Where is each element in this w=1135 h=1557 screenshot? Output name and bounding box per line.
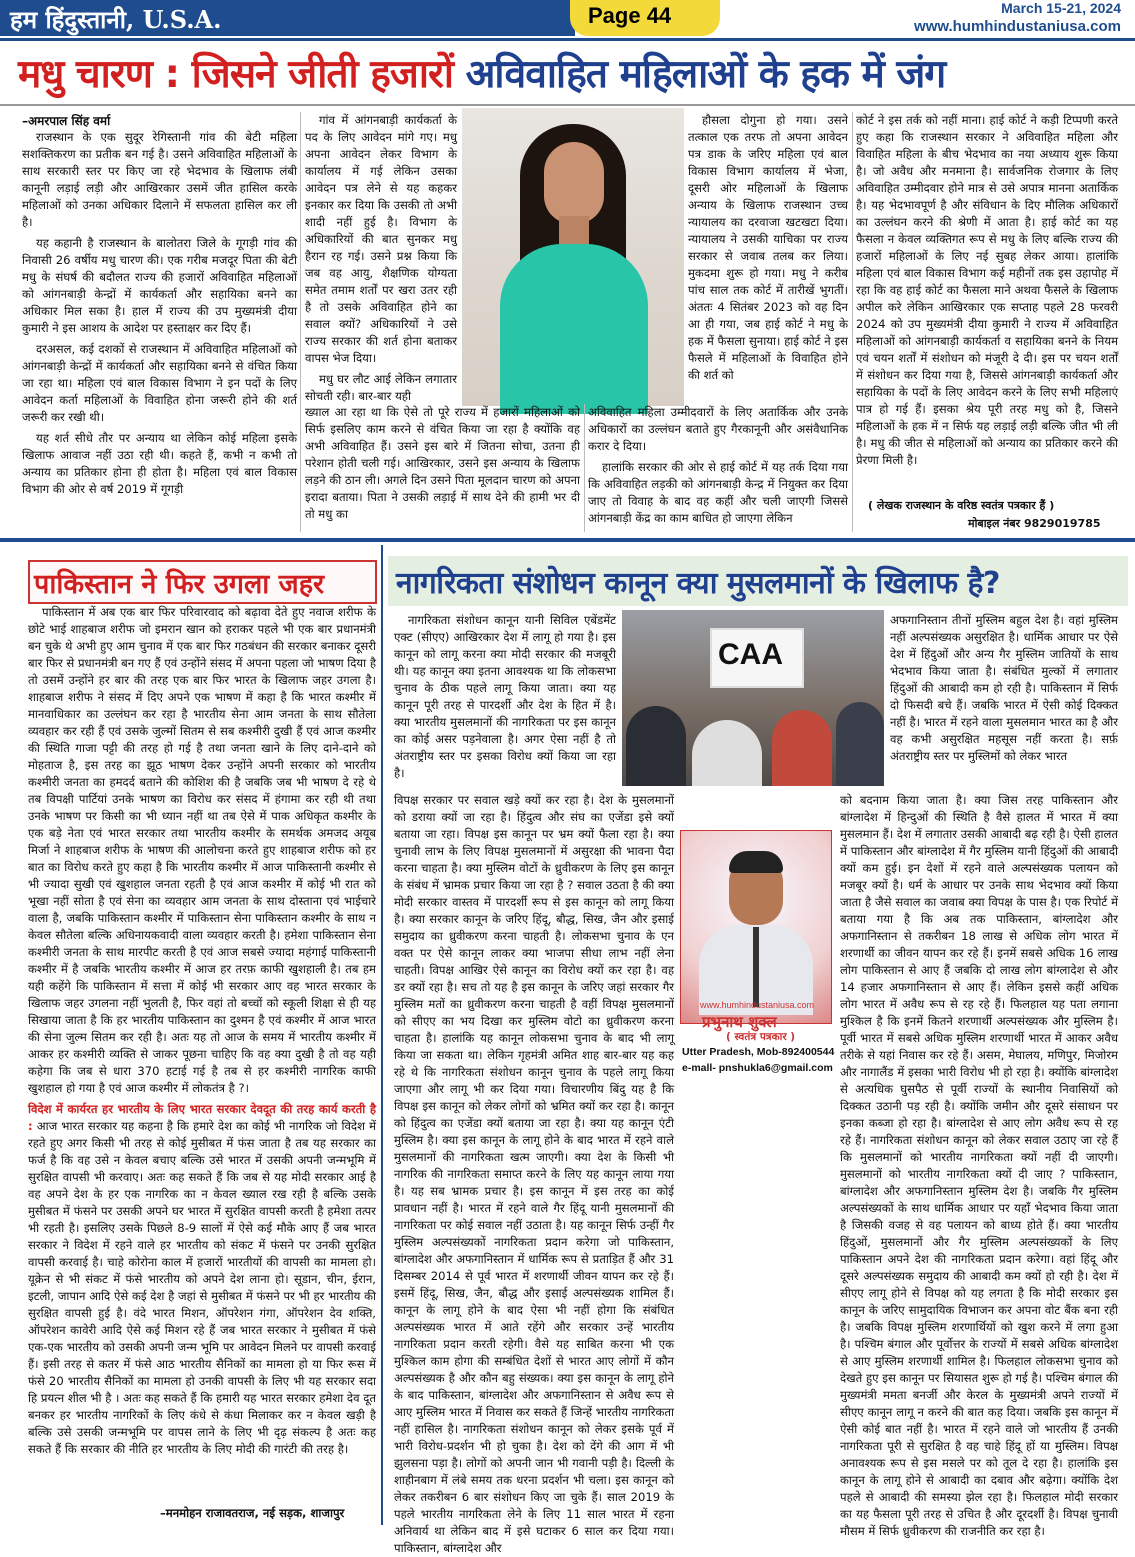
article3-main-column — [394, 792, 674, 1555]
issue-date: March 15-21, 2024 — [1001, 0, 1121, 16]
article1-para: राजस्थान के एक सुदूर रेगिस्तानी गांव की बेटी महिला सशक्तिकरण का प्रतीक बन गई है। उसने अविवाहित महिलाओं के साथ सरकारी स्तर पर किए जा रहे भेदभाव के खिलाफ लंबी कानूनी लड़ाई लड़ी और आखिरकार उसमें जीत हासिल करके महिलाओं को उनका अधिकार दिलाने में सफलता हासिल कर ली है। — [22, 130, 297, 229]
masthead-brand: हम हिंदुस्तानी, U.S.A. — [10, 5, 222, 34]
author-photo — [680, 830, 832, 1024]
article3-para: नागरिकता संशोधन कानून यानी सिविल एबेंडमेंट एक्ट (सीएए) आखिरकार देश में लागू हो गया है। इस कानून को लागू करना क्या मोदी सरकार की मजबूरी थी। यह कानून क्या इतना आवश्यक था कि लोकसभा चुनाव के ठीक पहले लागू किया जाता। क्या यह कानून पूरी तरह से पारदर्शी और देश के हित में है। क्या भारतीय मुसलमानों की नागरिकता पर इस कानून का कोई असर पड़नेवाला है। अगर ऐसा नहीं है तो अंतराष्ट्रीय स्तर पर इसका विरोध क्यों किया जा रहा है। — [394, 613, 616, 780]
article1-para: हौसला दोगुना हो गया। उसने तत्काल एक तरफ तो अपना आवेदन पत्र डाक के जरिए महिला एवं बाल विकास विभाग कार्यालय में भेजा, दूसरी ओर महिलाओं के खिलाफ अन्याय के खिलाफ राजस्थान उच्च न्यायालय का दरवाजा खटखटा दिया। न्यायालय ने उसकी याचिका पर राज्य सरकार से जवाब तलब कर लिया। मुकदमा शुरू हो गया। मधु ने करीब पांच साल तक कोर्ट में तारीखें भुगतीं। अंततः 4 सितंबर 2023 को वह दिन आ ही गया, जब हाई कोर्ट ने मधु के हक में फैसला सुनाया। हाई कोर्ट ने इस फैसले में महिलाओं के विवाहित होने की शर्त को — [688, 113, 848, 382]
article3-headline: नागरिकता संशोधन कानून क्या मुसलमानों के खिलाफ है? — [396, 566, 1000, 601]
caa-sign-text: CAA — [718, 638, 783, 671]
article3-para: अफगानिस्तान तीनों मुस्लिम बहुल देश है। वहां मुस्लिम नहीं अल्पसंख्यक असुरक्षित है। धार्मिक आधार पर ऐसे देश में हिंदुओं और अन्य गैर मुस्लिम जातियों के साथ भेदभाव किया जाता है। संबंधित मुल्कों में लगातार हिंदुओं की आबादी कम हो रही है। पाकिस्तान में सिर्फ दो फिसदी बचे हैं। जबकि भारत में ऐसी कोई दिक्कत नहीं है। भारत में रहने वाला मुसलमान भारत का है और वह कभी असुरक्षित महसूस नहीं करता है। सर्फ़ अंतराष्ट्रीय स्तर पर मुस्लिमों को लेकर भारत — [890, 613, 1118, 763]
article1-para: हालांकि सरकार की ओर से हाई कोर्ट में यह तर्क दिया गया कि अविवाहित लड़की को आंगनबाड़ी केन्द्र में नियुक्त कर दिया जाए तो विवाह के बाद वह कहीं और चली जाएगी जिससे आंगनबाड़ी केंद्र का काम बाधित हो जाएगा लेकिन — [588, 460, 848, 525]
article1-para: दरअसल, कई दशकों से राजस्थान में अविवाहित महिलाओं को आंगनबाड़ी केन्द्रों में कार्यकर्ता और सहायिका बनने से वंचित किया जा रहा था। महिला एवं बाल विकास विभाग ने इन पदों के लिए आवेदन कर्ता महिलाओं के विवाहित होना जरूरी होने की शर्त जरूरी कर रखी थी। — [22, 342, 297, 424]
article2-subhead: विदेश में कार्यरत हर भारतीय के लिए भारत सरकार देवदूत की तरह कार्य करती है : — [28, 1102, 376, 1133]
article1-byline: –अमरपाल सिंह वर्मा — [22, 114, 111, 128]
article2-para: पाकिस्तान में अब एक बार फिर परिवारवाद को बढ़ावा देते हुए नवाज शरीफ के छोटे भाई शाहबाज शरीफ जो इमरान खान को हराकर पहले भी एक बार प्रधानमंत्री बन चुके थे अभी हुए आम चुनाव में एक बार फिर गठबंधन की सरकार बनाकर दूसरी बार फिर से प्रधानमंत्री बन गए हैं एवं उन्होंने संसद में अपना पहला जो भाषण दिया है तो उसमें उन्होंने हर बार की तरह एक बार फिर भारत के खिलाफ जहर उगला है। शाहबाज शरीफ ने संसद में दिए अपने एक भाषण में कहा है कि भारत कश्मीर में मानवाधिकार का उल्लंघन कर रहा है भारतीय सेना आम जनता के साथ सौतेला व्यवहार कर रही हैं एवं उसके जुल्मों सितम से सब कश्मीरी दुखी हैं एवं आज कश्मीर की स्थिति गाजा पट्टी की तरह हो गई है तथा जनता खाने के लिए दाने-दाने को मोहताज है, इस तरह का झूठ भाषण देकर उन्होंने अपनी सरकार को भारतीय कश्मीरी जनता का हमदर्द बताने की कोशिश की है जबकि जब भी भाषण दे रहे थे तब विपक्षी पार्टियां उनके भाषण का विरोध कर संसद में हंगामा कर रही थी तथा उनके भाषण पर किसी का भी ध्यान नहीं था तब ऐसे में पाक अधिकृत कश्मीर के एक बड़े नेता एवं भारत सरकार तथा भारतीय कश्मीर के समर्थक अमजद अयूब मिर्जा ने शाहबाज शरीफ के भाषण की आलोचना करते हुए शाहबाज शरीफ को हर बात का विरोध करते हुए कहा है कि भारतीय कश्मीर में आज पाकिस्तानी कश्मीर से भी ज्यादा सुखी एवं खुशहाल जनता रहती है एवं आज कश्मीर में कोई भी रात को भूखा नहीं सोता है एवं सेना का व्यवहार आम जनता के साथ दोस्ताना एवं भाईचारे वाला है, जबकि पाकिस्तान कश्मीर में पाकिस्तान सेना पाकिस्तान कश्मीर के साथ न केवल सौतेला बल्कि अधिनायकवादी वाला व्यवहार करती है। हमेशा पाकिस्तान सेना कश्मीरी जनता के साथ मारपीट करती है एवं आज सबसे ज्यादा महंगाई पाकिस्तानी कश्मीर में है जबकि भारतीय कश्मीर में आज हर तरफ़ काफी खुशहाली है। तब हम यही कहेंगे कि पाकिस्तान में सत्ता में कोई भी सरकार आए वह भारत सरकार के खिलाफ जहर उगलना नहीं भुलती है, फिर वहां तो बच्चों को स्कूली शिक्षा से ही यह सिखाया जाता है कि हर भारतीय पाकिस्तान का दुश्मन है एवं कश्मीर में आज भारत की सेना जुल्म सितम कर रही है। अतः यह तो आज के समय में भारतीय कश्मीर में आकर हर कश्मीरी व्यक्ति से जाकर पूछना चाहिए कि वह क्या दुखी है तो वह यही कहेगा कि जब से धारा 370 हटाई गई है तब से हर कश्मीरी नागरिक काफी खुशहाल हो गया है एवं आज कश्मीर में लोकतंत्र है ?। — [28, 605, 376, 1095]
article2-para: आज भारत सरकार यह कहना है कि हमारे देश का कोई भी नागरिक जो विदेश में रहते हुए अगर किसी भी तरह से कोई मुसीबत में फंस जाता है तब यह सरकार का फर्ज है कि वह उसे न केवल बचाए बल्कि उसे भारत में उसकी अपनी जन्मभूमि में सुरक्षित वापसी भी करवाए। अतः कह सकते हैं कि जब से यह मोदी सरकार आई है वह अपने देश के हर एक नागरिक का न केवल ख्याल रख रही है बल्कि उसके मुसीबत में फंसने पर उसकी अपने घर भारत में सुरक्षित वापसी करती है हमेशा तत्पर भी रहती है। इसलिए उसके पिछले 8-9 सालों में ऐसे कई मौके आए हैं जब भारत सरकार ने विदेश में रहने वाले हर भारतीय को संकट में फंसने पर उनकी सुरक्षित वापसी करवाई है। चाहे कोरोना काल में हजारों भारतीयों की वापसी का मामला हो। यूक्रेन से भी संकट में फंसे भारतीय को अपने देश लाना हो। सूडान, चीन, ईरान, इटली, जापान आदि ऐसे कई देश है जहां से मुसीबत में फंसने पर भी हर भारतीय की सुरक्षित वापसी हुई है। वंदे भारत मिशन, ऑपरेशन गंगा, ऑपरेशन देव शक्ति, ऑपरेशन कावेरी आदि ऐसे कई मिशन रहे हैं जब भारत सरकार ने मुसीबत में फंसे एक-एक भारतीय को उसकी अपनी जन्म भूमि पर आवेदन मिलने पर वापसी करवाई हैं। इसी तरह से कतर में फंसे आठ भारतीय सैनिकों का मामला हो या फिर रूस में फंसे 20 भारतीय सैनिकों का मामला हो उनकी वापसी के लिए भी यह सरकार सदा हि प्रयत्न शील भी है । अतः कह सकते हैं कि हमारी यह भारत सरकार हमेशा देव दूत बनकर हर भारतीय नागरिकों के लिए कंधे से कंधा मिलाकर कर न केवल खड़ी है बल्कि उसे उसकी जन्मभूमि पर वापस लाने के लिए भी दृढ़ संकल्प है अतः कह सकते हैं कि सरकार की नीति हर भारतीय के लिए मोदी की गारंटी की तरह है। — [28, 1119, 376, 1456]
site-url[interactable]: www.humhindustaniusa.com — [914, 18, 1121, 35]
article1-column-4 — [856, 112, 1118, 496]
article1-column-2 — [305, 112, 457, 404]
article1-column-1 — [22, 112, 297, 530]
article1-para: मधु घर लौट आई लेकिन लगातार सोचती रही। बार-बार यही — [305, 372, 457, 403]
section-rule — [0, 538, 1135, 542]
caa-protest-photo — [622, 610, 884, 786]
masthead-rule — [0, 38, 1135, 41]
article1-para: यह कहानी है राजस्थान के बालोतरा जिले के गूगड़ी गांव की निवासी 26 वर्षीय मधु चारण की। एक गरीब मजदूर पिता की बेटी मधु के संघर्ष की बदौलत राज्य की हजारों अविवाहित महिलाओं को आंगनबाड़ी केन्द्रों में कार्यकर्ता और सहायिका बनने का अधिकार मिल सका है। हाल में राज्य की उप मुख्यमंत्री दीया कुमारी ने इस आशय के आदेश पर हस्ताक्षर कर दिए हैं। — [22, 236, 297, 335]
article1-column-3-bottom — [588, 404, 848, 532]
headline-part-red: मधु चारण : जिसने जीती हजारों — [18, 52, 454, 97]
author-photo-url: www.humhindustaniusa.com — [700, 1000, 815, 1010]
article1-author-credit: ( लेखक राजस्थान के वरिष्ठ स्वतंत्र पत्रकार हैं ) — [868, 499, 1055, 512]
madhu-charan-photo — [462, 108, 684, 406]
article1-mobile: मोबाइल नंबर 9829019785 — [968, 517, 1101, 530]
page-number: Page 44 — [588, 3, 672, 28]
column-divider — [584, 404, 585, 532]
author-phone: Utter Pradesh, Mob-892400544 — [682, 1046, 835, 1058]
author-email[interactable]: e-mall- pnshukla6@gmail.com — [682, 1062, 833, 1074]
author-name: प्रभुनाथ शुक्ल — [702, 1013, 777, 1031]
author-role: ( स्वतंत्र पत्रकार ) — [726, 1031, 796, 1043]
article2-headline: पाकिस्तान ने फिर उगला जहर — [34, 569, 325, 600]
article1-column-3 — [688, 112, 848, 404]
article1-under-photo — [305, 404, 580, 532]
headline-part-blue: अविवाहित महिलाओं के हक में जंग — [453, 52, 946, 97]
article3-intro — [394, 612, 616, 788]
article3-right-top — [890, 612, 1118, 788]
article3-para: को बदनाम किया जाता है। क्या जिस तरह पाकिस्तान और बांग्लादेश में हिन्दुओं की स्थिति है वैसे हालत में भारत में क्या मुसलमान हैं। देश में लगातार उसकी आबादी बढ़ रही है। ऐसी हालत में पाकिस्तान और बांग्लादेश में गैर मुस्लिम यानी हिंदुओं की आबादी क्यों कम हुई। इन देशों में रहने वाले अल्पसंख्यक पलायन को मजबूर क्यों है। धर्म के आधार पर उनके साथ भेदभाव क्यों किया जाता है जैसे सवाल का जवाब क्या विपक्ष के पास है। एक रिपोर्ट में बताया गया है कि अब तक पाकिस्तान, बांग्लादेश और अफगानिस्तान से तकरीबन 18 लाख से अधिक लोग भारत में शरणार्थी का जीवन यापन कर रहे हैं। इनमें सबसे अधिक 16 लाख लोग पाकिस्तान से आए हैं जबकि दो लाख लोग बांग्लादेश से और 14 हजार अफगानिस्तान से आए हैं। लेकिन इससे कहीं अधिक लोग भारत में अवैध रूप से रह रहे हैं। फिलहाल यह पता लगाना मुश्किल है कि इनमें कितने शरणार्थी अल्पसंख्यक और मुस्लिम है। पूर्वी भारत में सबसे अधिक मुस्लिम शरणार्थी भारत में आकर अवैध तरीके से यहां निवास कर रहे हैं। असम, मेघालय, मणिपुर, मिजोरम और नागालैंड में इसका भारी विरोध भी हो रहा है। क्योंकि बांग्लादेश से अत्यधिक घुसपैठ से पूर्वी राज्यों के स्थानीय निवासियों को दिक्कत उठानी पड़ रही है। क्योंकि जमीन और दूसरे संसाधन पर इनका कब्जा हो रहा है। बांग्लादेश से आए लोग अवैध रूप से रह रहे हैं। नागरिकता संशोधन कानून को लेकर सवाल उठाए जा रहे हैं कि मुसलमानों को भारतीय नागरिकता क्यों नहीं दी जाएगी। मुसलमानों को भारतीय नागरिकता क्यों दी जाए ? पाकिस्तान, बांग्लादेश और अफगानिस्तान मुस्लिम देश है। जबकि गैर मुस्लिम अल्पसंख्यकों के साथ धार्मिक आधार पर यहाँ भेदभाव किया जाता है जिसकी वजह से वह पलायन को बाध्य होते हैं। क्या भारतीय हिंदुओं, मुसलमानों और गैर मुस्लिम अल्पसंख्यकों के लिए पाकिस्तान अपने देश की नागरिकता प्रदान करेगा। वहां हिंदू और दूसरे अल्पसंख्यक समुदाय की आबादी कम क्यों हो रही है। देश में सीएए लागू होने से विपक्ष को यह लगता है कि मोदी सरकार इस कानून के जरिए सामुदायिक विभाजन कर अपना वोट बैंक बना रही है। जबकि विपक्ष मुस्लिम शरणार्थियों को खुश करने में लगा हुआ है। पश्चिम बंगाल और पूर्वोत्तर के राज्यों में सबसे अधिक बांग्लादेश से आए मुस्लिम शरणार्थी शामिल है। फिलहाल लोकसभा चुनाव को देखते हुए इस कानून पर सियासत शुरू हो गई है। पश्चिम बंगाल की मुख्यमंत्री ममता बनर्जी और केरल के मुख्यमंत्री अपने राज्यों में सीएए कानून लागू न करने की बात कह दिया। जबकि इस कानून में ऐसी कोई बात नहीं है। भारत में रहने वाले जो भारतीय हैं उनकी नागरिकता पूरी से सुरक्षित है वह चाहे हिंदू हों या मुस्लिम। विपक्ष अनावश्यक रूप से इस मसले पर को तूल दे रहा है। हालांकि इस कानून के लागू होने से आबादी का दबाव और बढ़ेगा। क्योंकि देश पहले से आबादी की समस्या झेल रहा है। फिलहाल मोदी सरकार का यह फैसला पूरी तरह से उचित है और दूरदर्शी है। विपक्ष चुनावी मौसम में सिर्फ ध्रुवीकरण की राजनीति कर रहा है। — [840, 793, 1119, 1538]
article1-para: अविवाहित महिला उम्मीदवारों के लिए अतार्किक और उनके अधिकारों का उल्लंघन बताते हुए गैरकानूनी और असंवैधानिक करार दे दिया। — [588, 405, 848, 453]
article2-body — [28, 604, 376, 1522]
article1-para: यह शर्त सीधे तौर पर अन्याय था लेकिन कोई महिला इसके खिलाफ आवाज नहीं उठा रही थी। कहते हैं, कभी न कभी तो अन्याय का प्रतिकार होना ही होता है। महिला एवं बाल विकास विभाग की ओर से वर्ष 2019 में गूगड़ी — [22, 431, 297, 496]
headline-rule — [0, 104, 1135, 106]
article1-para: कोर्ट ने इस तर्क को नहीं माना। हाई कोर्ट ने कड़ी टिप्पणी करते हुए कहा कि राजस्थान सरकार ने अविवाहित महिला और विवाहित महिला के बीच भेदभाव का नया अध्याय शुरू किया है। जो अवैध और मनमाना है। सार्वजनिक रोजगार के लिए अविवाहित उम्मीदवार होने मात्र से उसे अपात्र मानना अतार्किक है। यह भेदभावपूर्ण है और संविधान के दिए मौलिक अधिकारों का उल्लंघन करने की श्रेणी में आता है। हाई कोर्ट का यह फैसला न केवल व्यक्तिगत रूप से मधु के लिए बल्कि राज्य की हजारों महिलाओं के लिए नई सुबह लेकर आया। हालांकि महिला एवं बाल विकास विभाग कई महीनों तक इस उहापोह में रहा कि वह हाई कोर्ट का फैसला माने अथवा फैसले के खिलाफ अपील करे लेकिन आखिरकार एक सप्ताह पहले 28 फरवरी 2024 को उप मुख्यमंत्री दीया कुमारी ने राज्य में अविवाहित महिलाओं को आंगनबाड़ी कार्यकर्ता व सहायिका बनने के नियम एवं चयन शर्तों में संशोधन को मंजूरी दे दी। इस पर चयन शर्तों में संशोधन कर दिया गया है, जिससे आंगनबाड़ी कार्यकर्ता और सहायिका के पदों के लिए आवेदन करने के लिए सभी महिलाएं पात्र हो गई हैं। इसका श्रेय पूरी तरह मधु को है, जिसने महिलाओं के हक में न सिर्फ यह लड़ाई लड़ी बल्कि जीत भी ली है। मधु की जीत से महिलाओं को अन्याय का प्रतिकार करने की प्रेरणा मिली है। — [856, 113, 1118, 467]
article2-signature: –मनमोहन राजावतराज, नई सड़क, शाजापुर — [160, 1506, 345, 1520]
column-divider — [381, 545, 383, 1525]
column-divider — [852, 112, 853, 532]
article3-para: विपक्ष सरकार पर सवाल खड़े क्यों कर रहा है। देश के मुसलमानों को डराया क्यों जा रहा है। हिंदुत्व और संघ का एजेंडा इसे क्यों बताया जा रहा। विपक्ष इस कानून पर भ्रम क्यों फैला रहा है। क्या चुनावी लाभ के लिए विपक्ष मुसलमानों में असुरक्षा की भावना पैदा करना चाहता है। क्या मुस्लिम वोटों के ध्रुवीकरण के लिए इस कानून के संबंध में भ्रामक प्रचार किया जा रहा है ? सवाल उठता है की क्या मोदी सरकार वास्तव में पारदर्शी रूप से इस कानून को लागू किया है। क्या सरकार कानून के जरिए हिंदू, बौद्ध, सिख, जैन और इसाई समुदाय का ध्रुवीकरण करना चाहती है। लोकसभा चुनाव के एन वक्त पर ऐसे कानून लाकर क्या भाजपा सीधा लाभ नहीं लेना चाहती। विपक्ष आखिर ऐसे कानून का विरोध क्यों कर रहा है। वह डर क्यों रहा है। सच तो यह है इस कानून के जरिए जहां सरकार गैर मुस्लिम मतों का ध्रुवीकरण करना चाहती है वहीं विपक्ष मुसलमानों को सीएए का भय दिखा कर मुस्लिम वोटो का ध्रुवीकरण करना चाहता है। हालांकि यह कानून लोकसभा चुनाव के बाद भी लागू किया जा सकता था। लेकिन गृहमंत्री अमित शाह बार-बार यह कह रहे थे कि नागरिकता संशोधन कानून चुनाव के पहले लागू किया जाएगा और लागू भी कर दिया गया। विचारणीय बिंदु यह है कि विपक्ष इस कानून को लेकर लोगों को भ्रमित क्यों कर रहा है। कानून को हिंदुत्व का एजेंडा क्यों बताया जा रहा है। क्या यह कानून एंटी मुस्लिम है। क्या इस कानून के लागू होने के बाद भारत में रहने वाले मुसलमानों की नागरिकता खत्म जाएगी। क्या देश के किसी भी नागरिक की नागरिकता समाप्त करने के लिए यह कानून लाया गया है। यह सब भ्रामक प्रचार है। इस कानून में इस तरह का कोई प्रावधान नहीं है। भारत में रहने वाले गैर हिंदू यानी मुसलमानों की नागरिकता पर कोई सवाल नहीं उठाता है। यह कानून सिर्फ उन्हीं गैर मुस्लिम अल्पसंख्यकों नागरिकता प्रदान करेगा जो पाकिस्तान, बांग्लादेश और अफगानिस्तान में धार्मिक रूप से प्रताड़ित हैं और 31 दिसम्बर 2014 से पूर्व भारत में शरणार्थी जीवन यापन कर रहे हैं। इसमें हिंदू, सिख, जैन, बौद्ध और इसाई अल्पसंख्यक शामिल हैं। कानून के लागू होने के बाद ऐसा भी नहीं होगा कि संबंधित अल्पसंख्यक भारत में आते रहेंगे और सरकार उन्हें भारतीय नागरिकता प्रदान करती रहेगी। वैसे यह साबित करना भी एक मुश्किल काम होगा की सम्बंधित देशों से भारत आए लोगों में कौन अल्पसंख्यक है और कौन बहु संख्यक। क्या इस कानून के लागू होने के बाद पाकिस्तान, बांग्लादेश और अफगानिस्तान से अवैध रूप से आए मुस्लिम भारत में निवास कर सकते हैं जिन्हें भारतीय नागरिकता नहीं हासिल है। नागरिकता संशोधन कानून को लेकर इसके पूर्व में भारी विरोध-प्रदर्शन भी हो चुका है। देश को देंगे की आग में भी झुलसना पड़ा है। लोगों को अपनी जान भी गवानी पड़ी है। दिल्ली के शाहीनबाग में लंबे समय तक धरना प्रदर्शन भी चला। इस कानून को लेकर तकरीबन 6 बार संशोधन किए जा चुके हैं। साल 2019 के पहले भारतीय नागरिकता लेने के लिए 11 साल भारत में रहना अनिवार्य था लेकिन बाद में इसे घटाकर 6 साल कर दिया गया। पाकिस्तान, बांग्लादेश और — [394, 793, 674, 1555]
article1-headline — [18, 46, 945, 99]
column-divider — [300, 112, 301, 532]
masthead — [0, 0, 1135, 40]
article1-para: गांव में आंगनबाड़ी कार्यकर्ता के पद के लिए आवेदन मांगे गए। मधु अपना आवेदन लेकर विभाग के कार्यालय में गई लेकिन उसका आवेदन पत्र लेने से यह कहकर इनकार कर दिया कि उसकी तो अभी शादी नहीं हुई है। विभाग के अधिकारियों की बात सुनकर मधु हैरान रह गई। उसने प्रश्न किया कि जब वह आयु, शैक्षणिक योग्यता समेत तमाम शर्तों पर खरा उतर रही है तो उसके अविवाहित होने का सवाल क्यों? अधिकारियों ने उसे राज्य सरकार की शर्त होना बताकर वापस भेज दिया। — [305, 113, 457, 365]
article1-para: ख्याल आ रहा था कि ऐसे तो पूरे राज्य में हजारों महिलाओं को सिर्फ इसलिए काम करने से वंचित किया जा रहा है क्योंकि वह अभी अविवाहित हैं। उसने इस बारे में जितना सोचा, उतना ही परेशान होती चली गई। आखिरकार, उसने इस अन्याय के खिलाफ लड़ने की ठान ली। अगले दिन उसने पिता मूलदान चारण को अपना इरादा बताया। पिता ने उसकी लड़ाई में साथ देने की हामी भर दी तो मधु का — [305, 405, 580, 521]
article3-right-column — [840, 792, 1119, 1538]
